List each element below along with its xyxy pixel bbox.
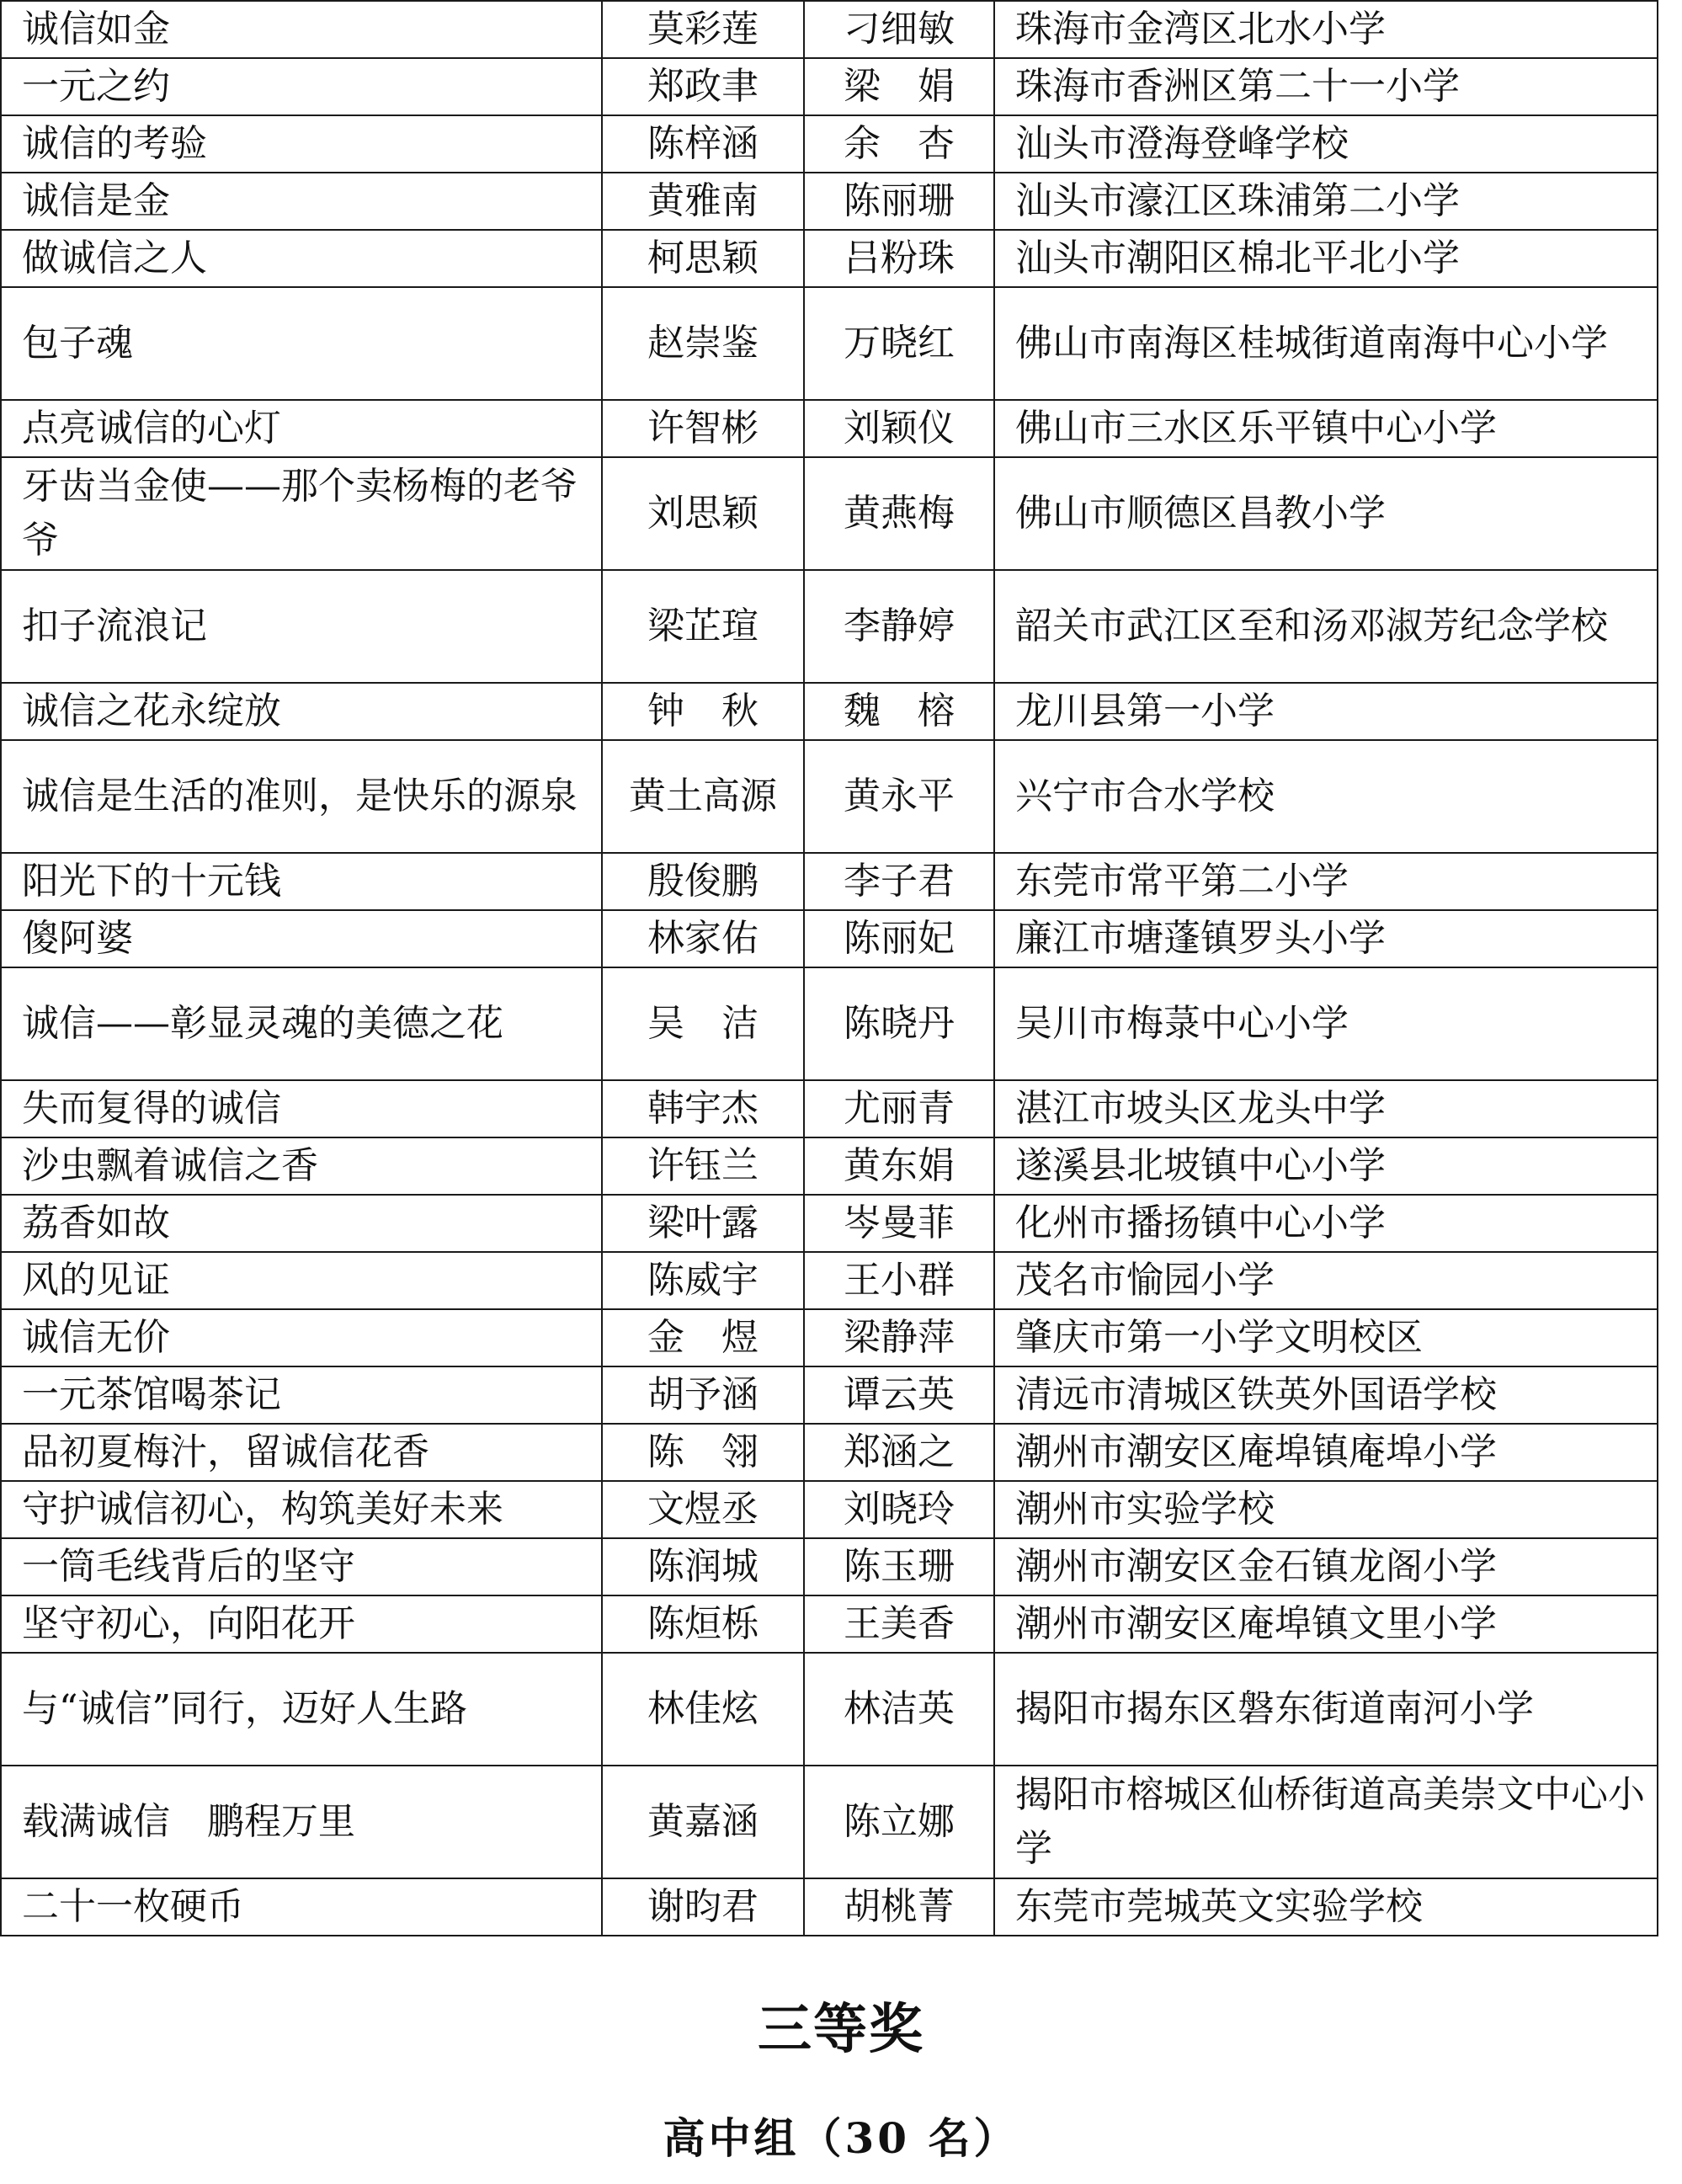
teacher-name-cell: 王小群	[804, 1252, 994, 1309]
student-name-cell: 陈威宇	[602, 1252, 804, 1309]
table-row	[1, 115, 1658, 173]
essay-title-cell: 沙虫飘着诚信之香	[1, 1137, 602, 1195]
table-row	[1, 910, 1658, 967]
table-row	[1, 683, 1658, 740]
school-cell: 潮州市实验学校	[994, 1481, 1658, 1538]
teacher-name-cell: 魏 榕	[804, 683, 994, 740]
essay-title-cell: 做诚信之人	[1, 230, 602, 287]
essay-title-cell: 荔香如故	[1, 1195, 602, 1252]
essay-title-cell: 失而复得的诚信	[1, 1080, 602, 1137]
student-name-cell: 林家佑	[602, 910, 804, 967]
teacher-name-cell: 刘晓玲	[804, 1481, 994, 1538]
student-name-cell: 陈润城	[602, 1538, 804, 1595]
school-cell: 化州市播扬镇中心小学	[994, 1195, 1658, 1252]
teacher-name-cell: 谭云英	[804, 1366, 994, 1424]
student-name-cell: 林佳炫	[602, 1653, 804, 1766]
essay-title-cell: 阳光下的十元钱	[1, 853, 602, 910]
essay-title-cell: 品初夏梅汁，留诚信花香	[1, 1424, 602, 1481]
teacher-name-cell: 万晓红	[804, 287, 994, 400]
essay-title-cell: 诚信之花永绽放	[1, 683, 602, 740]
teacher-name-cell: 岑曼菲	[804, 1195, 994, 1252]
student-name-cell: 胡予涵	[602, 1366, 804, 1424]
essay-title-cell: 风的见证	[1, 1252, 602, 1309]
school-cell: 遂溪县北坡镇中心小学	[994, 1137, 1658, 1195]
student-name-cell: 陈梓涵	[602, 115, 804, 173]
school-cell: 吴川市梅菉中心小学	[994, 967, 1658, 1080]
teacher-name-cell: 黄东娟	[804, 1137, 994, 1195]
table-row	[1, 570, 1658, 683]
school-cell: 兴宁市合水学校	[994, 740, 1658, 853]
table-row	[1, 1653, 1658, 1766]
table-row	[1, 853, 1658, 910]
table-row	[1, 1137, 1658, 1195]
table-row	[1, 1080, 1658, 1137]
school-cell: 潮州市潮安区金石镇龙阁小学	[994, 1538, 1658, 1595]
school-cell: 揭阳市榕城区仙桥街道高美崇文中心小学	[994, 1766, 1658, 1878]
student-name-cell: 柯思颖	[602, 230, 804, 287]
essay-title-cell: 诚信是金	[1, 173, 602, 230]
essay-title-cell: 诚信是生活的准则，是快乐的源泉	[1, 740, 602, 853]
teacher-name-cell: 陈丽珊	[804, 173, 994, 230]
teacher-name-cell: 梁静萍	[804, 1309, 994, 1366]
student-name-cell: 黄雅南	[602, 173, 804, 230]
teacher-name-cell: 陈丽妃	[804, 910, 994, 967]
teacher-name-cell: 林洁英	[804, 1653, 994, 1766]
table-row	[1, 1878, 1658, 1936]
school-cell: 清远市清城区铁英外国语学校	[994, 1366, 1658, 1424]
award-table-body	[1, 1, 1658, 1936]
student-name-cell: 钟 秋	[602, 683, 804, 740]
essay-title-cell: 诚信的考验	[1, 115, 602, 173]
student-name-cell: 殷俊鹏	[602, 853, 804, 910]
essay-title-cell: 牙齿当金使——那个卖杨梅的老爷爷	[1, 457, 602, 570]
teacher-name-cell: 刘颖仪	[804, 400, 994, 457]
school-cell: 汕头市潮阳区棉北平北小学	[994, 230, 1658, 287]
school-cell: 揭阳市揭东区磐东街道南河小学	[994, 1653, 1658, 1766]
table-row	[1, 1595, 1658, 1653]
table-row	[1, 1, 1658, 58]
student-name-cell: 陈 翎	[602, 1424, 804, 1481]
table-row	[1, 1309, 1658, 1366]
school-cell: 茂名市愉园小学	[994, 1252, 1658, 1309]
school-cell: 珠海市金湾区北水小学	[994, 1, 1658, 58]
table-row	[1, 400, 1658, 457]
table-row	[1, 287, 1658, 400]
student-name-cell: 许智彬	[602, 400, 804, 457]
teacher-name-cell: 陈晓丹	[804, 967, 994, 1080]
school-cell: 汕头市濠江区珠浦第二小学	[994, 173, 1658, 230]
teacher-name-cell: 李子君	[804, 853, 994, 910]
essay-title-cell: 傻阿婆	[1, 910, 602, 967]
table-row	[1, 1366, 1658, 1424]
school-cell: 廉江市塘蓬镇罗头小学	[994, 910, 1658, 967]
teacher-name-cell: 陈玉珊	[804, 1538, 994, 1595]
essay-title-cell: 诚信如金	[1, 1, 602, 58]
table-row	[1, 740, 1658, 853]
teacher-name-cell: 郑涵之	[804, 1424, 994, 1481]
student-name-cell: 文煜丞	[602, 1481, 804, 1538]
teacher-name-cell: 吕粉珠	[804, 230, 994, 287]
essay-title-cell: 扣子流浪记	[1, 570, 602, 683]
table-row	[1, 457, 1658, 570]
table-row	[1, 58, 1658, 115]
teacher-name-cell: 王美香	[804, 1595, 994, 1653]
table-row	[1, 967, 1658, 1080]
table-row	[1, 1481, 1658, 1538]
student-name-cell: 金 煜	[602, 1309, 804, 1366]
student-name-cell: 吴 洁	[602, 967, 804, 1080]
student-name-cell: 梁叶露	[602, 1195, 804, 1252]
school-cell: 潮州市潮安区庵埠镇庵埠小学	[994, 1424, 1658, 1481]
essay-title-cell: 守护诚信初心，构筑美好未来	[1, 1481, 602, 1538]
student-name-cell: 谢昀君	[602, 1878, 804, 1936]
essay-title-cell: 坚守初心，向阳花开	[1, 1595, 602, 1653]
table-row	[1, 230, 1658, 287]
school-cell: 肇庆市第一小学文明校区	[994, 1309, 1658, 1366]
essay-title-cell: 一元茶馆喝茶记	[1, 1366, 602, 1424]
teacher-name-cell: 尤丽青	[804, 1080, 994, 1137]
school-cell: 龙川县第一小学	[994, 683, 1658, 740]
teacher-name-cell: 李静婷	[804, 570, 994, 683]
section-title: 三等奖	[758, 1999, 924, 2059]
student-name-cell: 莫彩莲	[602, 1, 804, 58]
student-name-cell: 赵崇鉴	[602, 287, 804, 400]
table-row	[1, 1424, 1658, 1481]
essay-title-cell: 与“诚信”同行，迈好人生路	[1, 1653, 602, 1766]
essay-title-cell: 载满诚信 鹏程万里	[1, 1766, 602, 1878]
essay-title-cell: 点亮诚信的心灯	[1, 400, 602, 457]
teacher-name-cell: 黄燕梅	[804, 457, 994, 570]
student-name-cell: 许钰兰	[602, 1137, 804, 1195]
student-name-cell: 黄嘉涵	[602, 1766, 804, 1878]
essay-title-cell: 包子魂	[1, 287, 602, 400]
table-row	[1, 1766, 1658, 1878]
teacher-name-cell: 陈立娜	[804, 1766, 994, 1878]
group-title: 高中组（30 名）	[663, 2113, 1019, 2163]
teacher-name-cell: 梁 娟	[804, 58, 994, 115]
student-name-cell: 黄土高源	[602, 740, 804, 853]
essay-title-cell: 一筒毛线背后的坚守	[1, 1538, 602, 1595]
school-cell: 潮州市潮安区庵埠镇文里小学	[994, 1595, 1658, 1653]
student-name-cell: 梁芷瑄	[602, 570, 804, 683]
essay-title-cell: 诚信——彰显灵魂的美德之花	[1, 967, 602, 1080]
student-name-cell: 韩宇杰	[602, 1080, 804, 1137]
teacher-name-cell: 黄永平	[804, 740, 994, 853]
school-cell: 佛山市顺德区昌教小学	[994, 457, 1658, 570]
student-name-cell: 陈烜栎	[602, 1595, 804, 1653]
essay-title-cell: 二十一枚硬币	[1, 1878, 602, 1936]
essay-title-cell: 诚信无价	[1, 1309, 602, 1366]
school-cell: 湛江市坡头区龙头中学	[994, 1080, 1658, 1137]
school-cell: 东莞市常平第二小学	[994, 853, 1658, 910]
table-row	[1, 173, 1658, 230]
student-name-cell: 刘思颖	[602, 457, 804, 570]
essay-title-cell: 一元之约	[1, 58, 602, 115]
school-cell: 东莞市莞城英文实验学校	[994, 1878, 1658, 1936]
school-cell: 韶关市武江区至和汤邓淑芳纪念学校	[994, 570, 1658, 683]
teacher-name-cell: 余 杏	[804, 115, 994, 173]
school-cell: 珠海市香洲区第二十一小学	[994, 58, 1658, 115]
table-row	[1, 1538, 1658, 1595]
school-cell: 佛山市三水区乐平镇中心小学	[994, 400, 1658, 457]
school-cell: 汕头市澄海登峰学校	[994, 115, 1658, 173]
teacher-name-cell: 胡桃菁	[804, 1878, 994, 1936]
table-row	[1, 1252, 1658, 1309]
teacher-name-cell: 刁细敏	[804, 1, 994, 58]
student-name-cell: 郑政聿	[602, 58, 804, 115]
table-row	[1, 1195, 1658, 1252]
school-cell: 佛山市南海区桂城街道南海中心小学	[994, 287, 1658, 400]
